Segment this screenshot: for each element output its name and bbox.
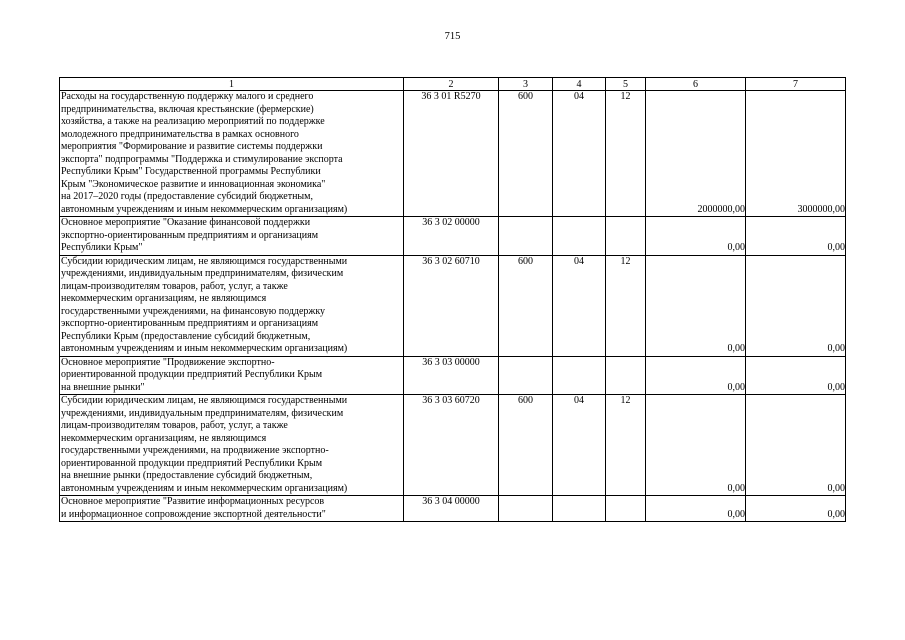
row-col6: 0,00: [646, 217, 746, 256]
budget-table: [59, 77, 846, 522]
table-row: [60, 496, 846, 522]
row-col6: 0,00: [646, 496, 746, 522]
row-col7: 0,00: [746, 395, 846, 496]
row-col6: 0,00: [646, 356, 746, 395]
row-col6: 0,00: [646, 255, 746, 356]
row-col3: 600: [499, 395, 553, 496]
table-header-row: [60, 78, 846, 91]
header-col-5: 5: [606, 78, 646, 91]
header-col-3: 3: [499, 78, 553, 91]
row-code: 36 3 03 00000: [404, 356, 499, 395]
row-col3: [499, 217, 553, 256]
row-col7: 0,00: [746, 356, 846, 395]
table-row: [60, 217, 846, 256]
row-description: Субсидии юридическим лицам, не являющимся государственными учреждениями, индивидуальным предпринимателям, физическим лицам-производителям товаров, работ, услуг, а также некоммерческим организациям, не являющимся государственными учреждениями, на продвижение экспортно- ориентированной продукции предприятий Республики Крым на внешние рынки (предоставление субсидий бюджетным, автономным учреждениям и иным некоммерческим организациям): [60, 395, 404, 496]
header-col-1: 1: [60, 78, 404, 91]
row-description: Субсидии юридическим лицам, не являющимся государственными учреждениями, индивидуальным предпринимателям, физическим лицам-производителям товаров, работ, услуг, а также некоммерческим организациям, не являющимся государственными учреждениями, на финансовую поддержку экспортно-ориентированным предприятиям и организациям Республики Крым (предоставление субсидий бюджетным, автономным учреждениям и иным некоммерческим организациям): [60, 255, 404, 356]
row-col6: 2000000,00: [646, 91, 746, 217]
header-col-6: 6: [646, 78, 746, 91]
row-code: 36 3 03 60720: [404, 395, 499, 496]
row-code: 36 3 04 00000: [404, 496, 499, 522]
table-row: [60, 356, 846, 395]
row-col5: [606, 496, 646, 522]
row-col7: 0,00: [746, 496, 846, 522]
row-code: 36 3 02 60710: [404, 255, 499, 356]
row-col3: 600: [499, 91, 553, 217]
row-col7: 0,00: [746, 217, 846, 256]
row-col3: [499, 496, 553, 522]
header-col-4: 4: [553, 78, 606, 91]
row-col5: 12: [606, 255, 646, 356]
row-description: Основное мероприятие "Оказание финансовой поддержки экспортно-ориентированным предприятиям и организациям Республики Крым": [60, 217, 404, 256]
row-description: Расходы на государственную поддержку малого и среднего предпринимательства, включая крестьянские (фермерские) хозяйства, а также на реализацию мероприятий по поддержке молодежного предпринимательства в рамках основного мероприятия "Формирование и развитие системы поддержки экспорта" подпрограммы "Поддержка и стимулирование экспорта Республики Крым" Государственной программы Республики Крым "Экономическое развитие и инновационная экономика" на 2017–2020 годы (предоставление субсидий бюджетным, автономным учреждениям и иным некоммерческим организациям): [60, 91, 404, 217]
row-col4: [553, 217, 606, 256]
row-code: 36 3 01 R5270: [404, 91, 499, 217]
header-col-7: 7: [746, 78, 846, 91]
page-number: 715: [444, 31, 461, 42]
table-row: [60, 255, 846, 356]
row-col3: [499, 356, 553, 395]
row-col4: 04: [553, 91, 606, 217]
row-col3: 600: [499, 255, 553, 356]
row-col5: [606, 217, 646, 256]
row-col4: 04: [553, 395, 606, 496]
row-col6: 0,00: [646, 395, 746, 496]
row-col7: 3000000,00: [746, 91, 846, 217]
row-description: Основное мероприятие "Развитие информационных ресурсов и информационное сопровождение экспортной деятельности": [60, 496, 404, 522]
row-col5: 12: [606, 91, 646, 217]
row-col4: [553, 356, 606, 395]
row-description: Основное мероприятие "Продвижение экспортно- ориентированной продукции предприятий Республики Крым на внешние рынки": [60, 356, 404, 395]
table-row: [60, 91, 846, 217]
row-col5: [606, 356, 646, 395]
row-code: 36 3 02 00000: [404, 217, 499, 256]
row-col5: 12: [606, 395, 646, 496]
header-col-2: 2: [404, 78, 499, 91]
row-col7: 0,00: [746, 255, 846, 356]
table-row: [60, 395, 846, 496]
row-col4: 04: [553, 255, 606, 356]
row-col4: [553, 496, 606, 522]
